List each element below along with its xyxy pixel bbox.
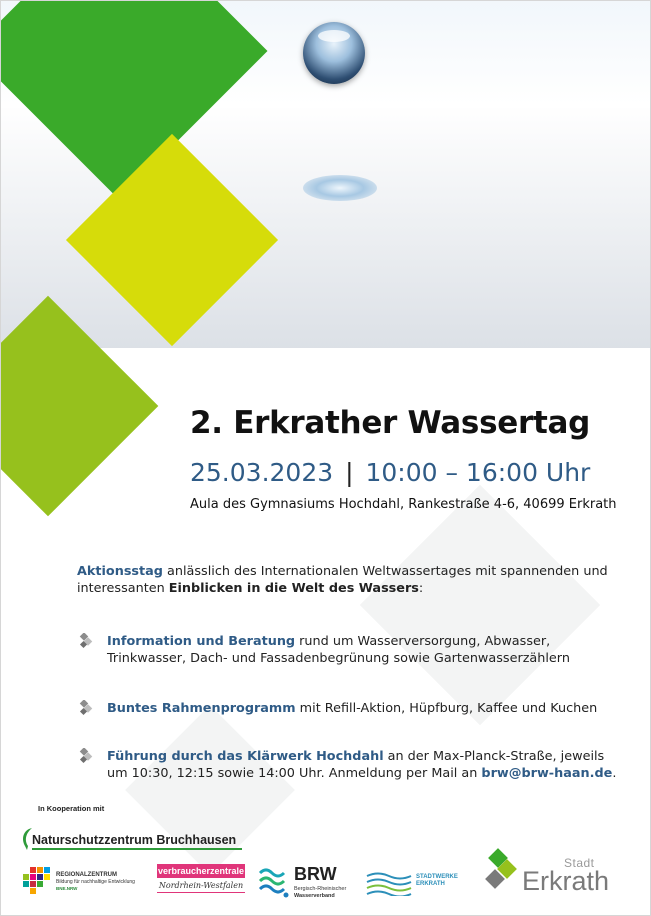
stadtwerke-line1: STADTWERKE — [416, 874, 458, 880]
event-venue: Aula des Gymnasiums Hochdahl, Rankestraße 4-6, 40699 Erkrath — [190, 497, 617, 512]
brw-subtitle-line1: Bergisch-Rheinischer — [294, 886, 347, 892]
drop-highlight — [318, 30, 350, 42]
ripple-center — [303, 175, 377, 201]
list-item-body: mit Refill-Aktion, Hüpfburg, Kaffee und Kuchen — [295, 701, 598, 716]
event-date-time — [190, 458, 590, 487]
intro-paragraph — [77, 563, 622, 597]
list-item-text — [107, 633, 627, 667]
pixel-mosaic-icon — [22, 867, 52, 897]
list-item-highlight: Führung durch das Klärwerk Hochdahl — [107, 749, 384, 764]
wave-lines-icon — [366, 870, 412, 896]
intro-lead: Aktionsstag — [77, 564, 163, 579]
registration-email-link[interactable]: brw@brw-haan.de — [481, 766, 613, 781]
regionalzentrum-logo — [22, 864, 152, 900]
erkrath-diamonds-icon — [482, 848, 520, 898]
date-time-separator: | — [345, 458, 354, 487]
regionalzentrum-tag: BNE.NRW — [56, 886, 78, 891]
diamond-bullet-icon — [78, 748, 94, 764]
intro-colon: : — [418, 581, 424, 596]
logo-underline — [32, 848, 242, 850]
diamond-bullet-icon — [78, 633, 94, 649]
list-item-highlight: Buntes Rahmenprogramm — [107, 701, 296, 716]
brw-subtitle-line2: Wasserverband — [294, 893, 335, 899]
event-title: 2. Erkrather Wassertag — [190, 405, 590, 441]
verbraucherzentrale-subtitle: Nordrhein-Westfalen — [157, 881, 245, 893]
brw-logo — [258, 862, 358, 902]
diamond-bullet-icon — [78, 700, 94, 716]
naturschutzzentrum-logo — [20, 826, 250, 852]
naturschutzzentrum-name: Naturschutzzentrum Bruchhausen — [32, 833, 237, 847]
event-date: 25.03.2023 — [190, 458, 334, 487]
intro-emphasis: Einblicken in die Welt des Wassers — [168, 581, 419, 596]
list-item-tail: . — [612, 766, 617, 781]
list-item-highlight: Information und Beratung — [107, 634, 296, 649]
erkrath-prefix: Stadt — [564, 856, 595, 870]
wave-icon — [258, 865, 290, 899]
cooperation-label: In Kooperation mit — [38, 804, 105, 813]
brw-title: BRW — [294, 864, 337, 884]
verbraucherzentrale-title: verbraucherzentrale — [157, 866, 245, 876]
event-time: 10:00 – 16:00 Uhr — [365, 458, 591, 487]
regionalzentrum-title: REGIONALZENTRUM — [56, 872, 117, 878]
erkrath-name: Erkrath — [522, 866, 610, 896]
watermark-diamond — [360, 485, 600, 725]
list-item-body: rund um Wasserversorgung, Abwasser, Trinkwasser, Dach- und Fassadenbegrünung sowie Gartenwasserzählern — [107, 634, 570, 666]
list-item-text — [107, 748, 627, 782]
stadt-erkrath-logo — [482, 848, 637, 900]
stadtwerke-line2: ERKRATH — [416, 881, 445, 887]
stadtwerke-logo — [366, 868, 458, 898]
verbraucherzentrale-logo — [157, 864, 245, 900]
intro-text: anlässlich des Internationalen Weltwassertages mit spannenden und interessanten — [77, 564, 608, 596]
list-item-body: an der Max-Planck-Straße, jeweils um 10:30, 12:15 sowie 14:00 Uhr. Anmeldung per Mail an — [107, 749, 605, 781]
list-item-text — [107, 700, 627, 717]
regionalzentrum-subtitle: Bildung für nachhaltige Entwicklung — [56, 879, 135, 885]
